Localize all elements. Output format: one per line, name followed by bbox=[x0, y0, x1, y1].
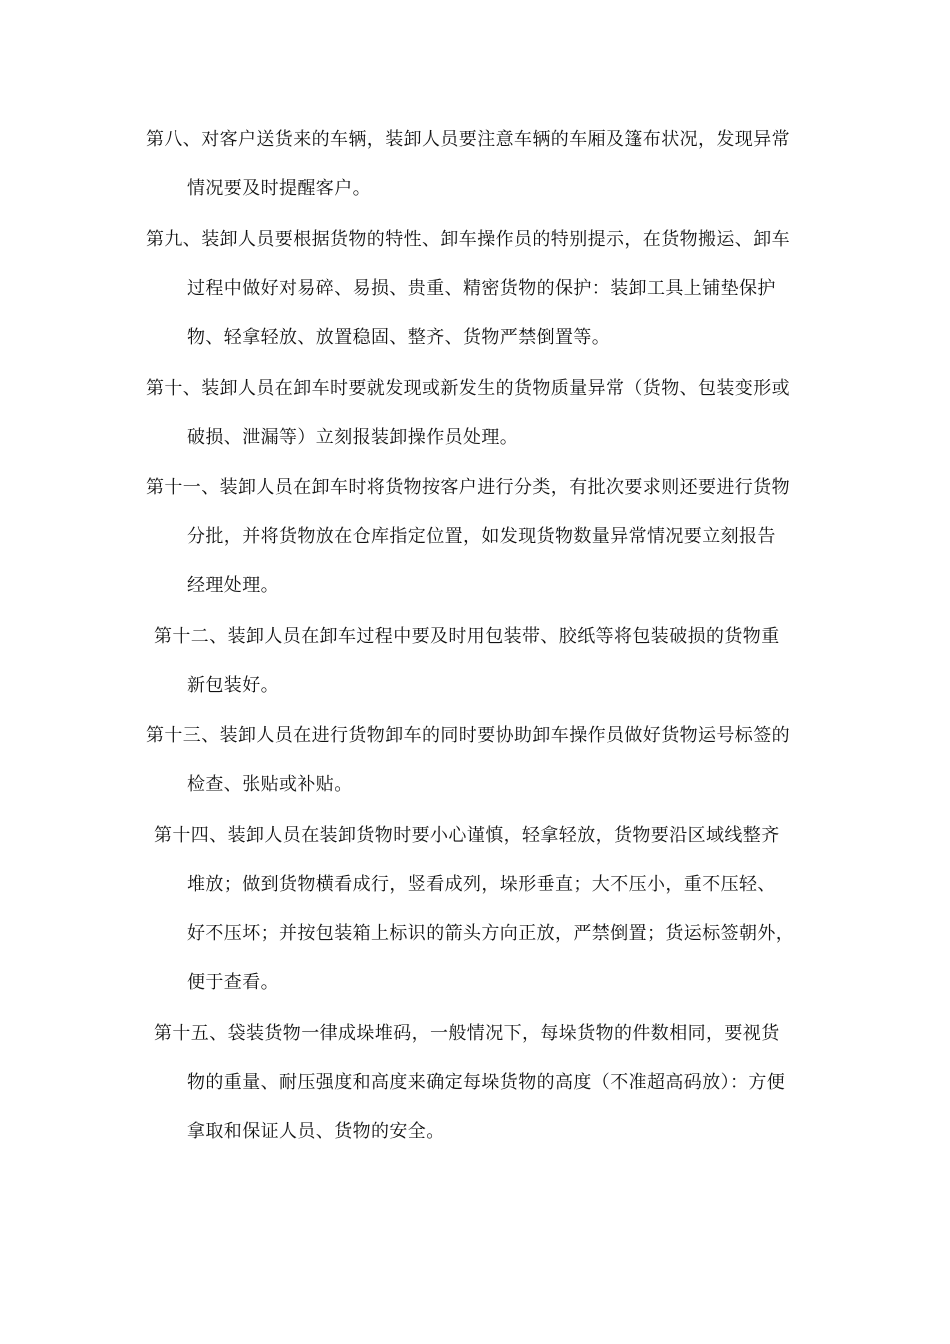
article-8-line-2: 情况要及时提醒客户。 bbox=[187, 178, 371, 199]
article-14-line-1: 第十四、装卸人员在装卸货物时要小心谨慎，轻拿轻放，货物要沿区域线整齐 bbox=[154, 825, 780, 846]
article-8-line-1: 第八、对客户送货来的车辆，装卸人员要注意车辆的车厢及篷布状况，发现异常 bbox=[146, 129, 790, 150]
article-11-line-2: 分批，并将货物放在仓库指定位置，如发现货物数量异常情况要立刻报告 bbox=[187, 526, 776, 547]
article-9-line-3: 物、轻拿轻放、放置稳固、整齐、货物严禁倒置等。 bbox=[187, 327, 611, 348]
article-9-line-1: 第九、装卸人员要根据货物的特性、卸车操作员的特别提示，在货物搬运、卸车 bbox=[146, 229, 790, 250]
article-14-line-3: 好不压坏；并按包装箱上标识的箭头方向正放，严禁倒置；货运标签朝外， bbox=[187, 923, 795, 944]
article-15-line-3: 拿取和保证人员、货物的安全。 bbox=[187, 1121, 445, 1142]
article-11-line-1: 第十一、装卸人员在卸车时将货物按客户进行分类，有批次要求则还要进行货物 bbox=[146, 477, 790, 498]
article-11-line-3: 经理处理。 bbox=[187, 575, 279, 596]
article-9-line-2: 过程中做好对易碎、易损、贵重、精密货物的保护：装卸工具上铺垫保护 bbox=[187, 278, 776, 299]
article-13-line-2: 检查、张贴或补贴。 bbox=[187, 774, 353, 795]
article-14-line-4: 便于查看。 bbox=[187, 972, 279, 993]
article-10-line-2: 破损、泄漏等）立刻报装卸操作员处理。 bbox=[187, 427, 519, 448]
article-15-line-1: 第十五、袋装货物一律成垛堆码，一般情况下，每垛货物的件数相同，要视货 bbox=[154, 1023, 780, 1044]
article-14-line-2: 堆放；做到货物横看成行，竖看成列，垛形垂直；大不压小，重不压轻、 bbox=[187, 874, 776, 895]
article-12-line-2: 新包装好。 bbox=[187, 675, 279, 696]
article-10-line-1: 第十、装卸人员在卸车时要就发现或新发生的货物质量异常（货物、包装变形或 bbox=[146, 378, 790, 399]
article-15-line-2: 物的重量、耐压强度和高度来确定每垛货物的高度（不准超高码放）：方便 bbox=[187, 1072, 786, 1093]
article-12-line-1: 第十二、装卸人员在卸车过程中要及时用包装带、胶纸等将包装破损的货物重 bbox=[154, 626, 780, 647]
article-13-line-1: 第十三、装卸人员在进行货物卸车的同时要协助卸车操作员做好货物运号标签的 bbox=[146, 725, 790, 746]
